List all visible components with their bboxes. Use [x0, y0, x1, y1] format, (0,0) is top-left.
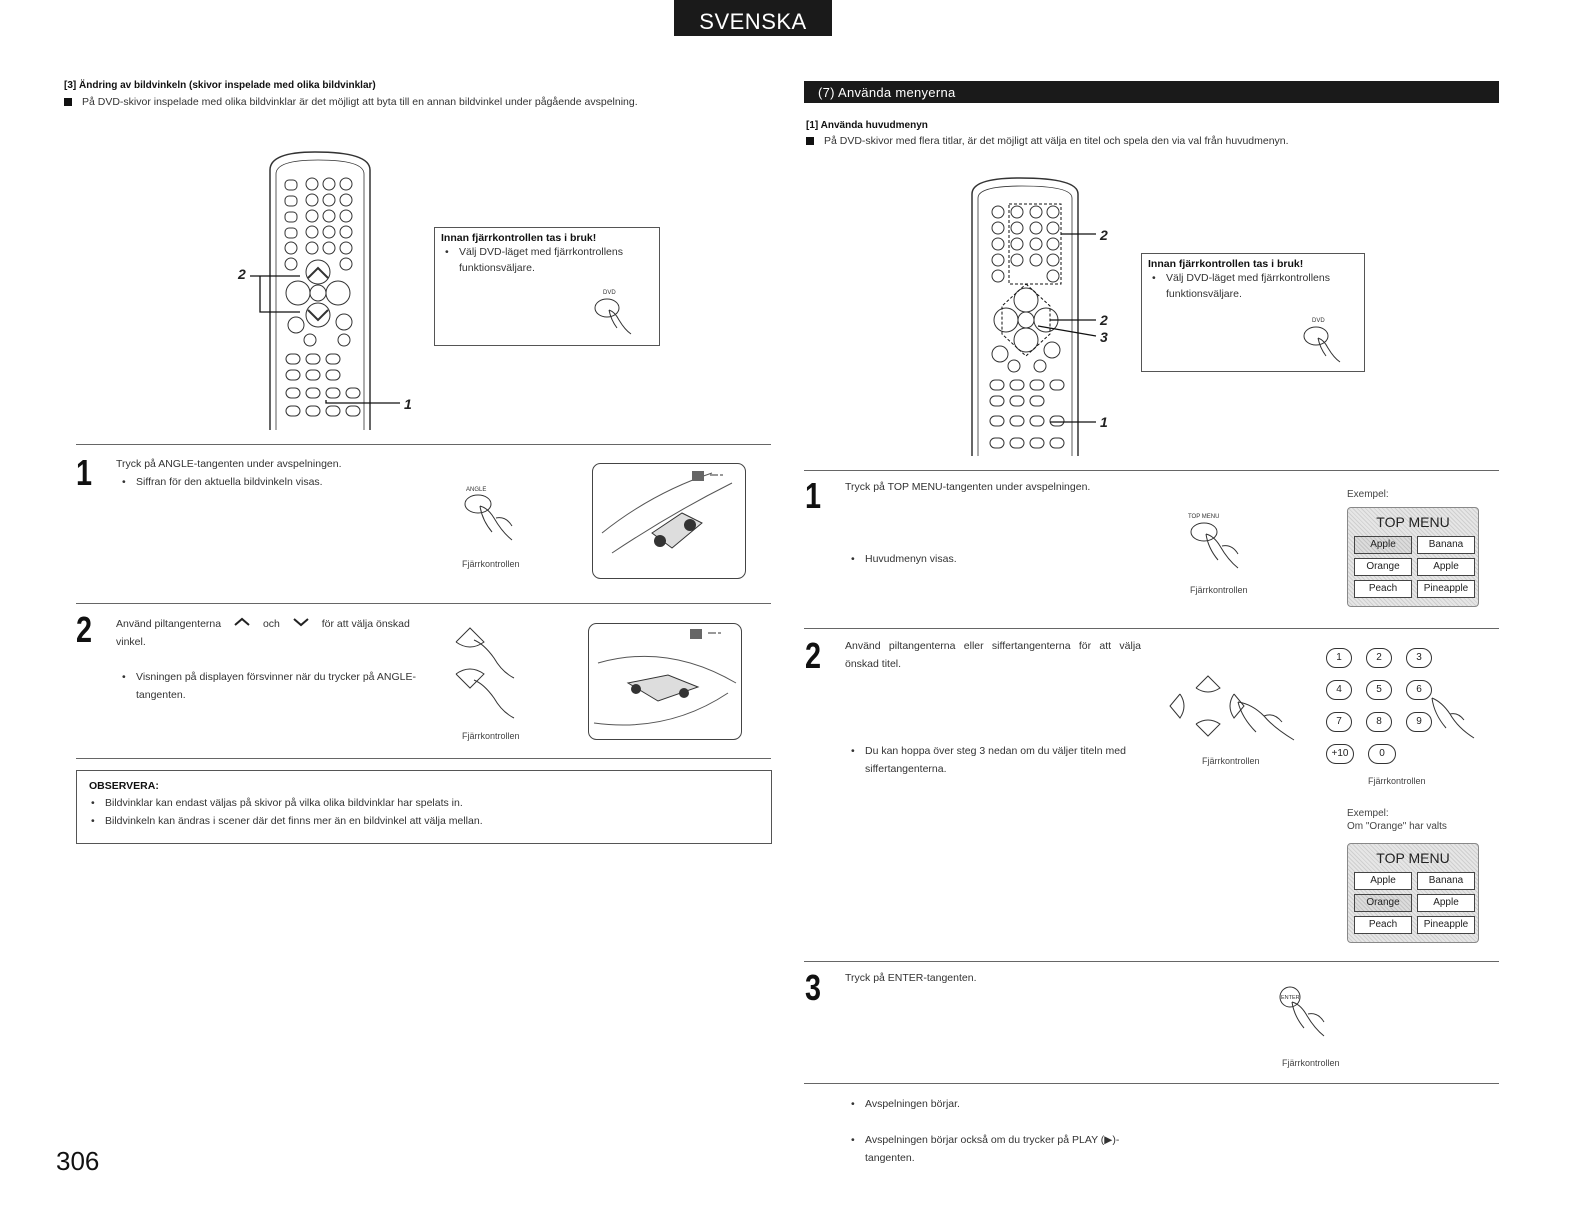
callout-2-mid: 2: [1100, 312, 1108, 328]
square-bullet-icon: [64, 98, 72, 106]
hand-press-angle-icon: [460, 482, 530, 550]
svg-text:DVD: DVD: [603, 290, 616, 296]
square-bullet-icon: [806, 137, 814, 145]
key-7: 7: [1326, 712, 1352, 732]
hand-press-cursor-icon: [1168, 668, 1298, 752]
left-intro: [64, 93, 638, 111]
step-2-text: [116, 615, 416, 651]
svg-text:DVD: DVD: [1312, 318, 1325, 324]
remote-control-illustration: [960, 176, 1120, 456]
angle-screen-illustration-1: [592, 463, 746, 579]
step-1-text: Tryck på TOP MENU-tangenten under avspelningen.: [845, 481, 1091, 493]
top-menu-example-1: [1347, 507, 1479, 607]
menu-item: Orange: [1354, 894, 1412, 912]
note-title: Innan fjärrkontrollen tas i bruk!: [441, 232, 597, 244]
key-plus10: +10: [1326, 744, 1354, 764]
divider: [804, 470, 1499, 471]
menu-item: Banana: [1417, 536, 1475, 554]
page-number: 306: [56, 1146, 100, 1176]
section-banner: (7) Använda menyerna: [804, 81, 1499, 103]
step-2-text-c: för att välja önskad vinkel.: [116, 618, 410, 648]
divider: [804, 1083, 1499, 1084]
hand-press-enter-icon: [1276, 986, 1346, 1054]
step-1-bullet: • Siffran för den aktuella bildvinkeln visas.: [120, 473, 1574, 491]
caption-remote: Fjärrkontrollen: [1368, 776, 1426, 786]
example-note: Om "Orange" har valts: [1347, 821, 1447, 832]
divider: [804, 628, 1499, 629]
menu-item: Apple: [1354, 536, 1412, 554]
menu-item: Pineapple: [1417, 916, 1475, 934]
right-intro-text: På DVD-skivor med flera titlar, är det möjligt att välja en titel och spela den via val från huvudmenyn.: [824, 135, 1289, 147]
svg-text:ANGLE: ANGLE: [466, 487, 487, 493]
arrow-up-icon: [232, 617, 252, 627]
caption-remote: Fjärrkontrollen: [1282, 1058, 1340, 1068]
note-title: Innan fjärrkontrollen tas i bruk!: [1148, 258, 1304, 270]
observe-item: • Bildvinklar kan endast väljas på skivor på vilka olika bildvinklar har spelats in.: [89, 794, 771, 812]
step-3-text: Tryck på ENTER-tangenten.: [845, 972, 977, 984]
step-2-number: 2: [76, 609, 93, 650]
step-2-bullet: • Du kan hoppa över steg 3 nedan om du väljer titeln med siffertangenterna.: [849, 742, 1157, 778]
step-2-text: Använd piltangenterna eller siffertangenterna för att välja önskad titel.: [845, 640, 1141, 670]
step-2-number: 2: [805, 635, 822, 676]
menu-item: Peach: [1354, 580, 1412, 598]
key-0: 0: [1368, 744, 1396, 764]
callout-1-right: 1: [1100, 414, 1108, 430]
menu-item: Banana: [1417, 872, 1475, 890]
menu-item: Peach: [1354, 916, 1412, 934]
callout-3: 3: [1100, 329, 1108, 345]
caption-remote: Fjärrkontrollen: [1202, 756, 1260, 766]
key-2: 2: [1366, 648, 1392, 668]
step-2-text-a: Använd piltangenterna: [116, 618, 222, 630]
menu-title: TOP MENU: [1376, 850, 1450, 866]
svg-text:ENTER: ENTER: [1281, 995, 1300, 1001]
key-5: 5: [1366, 680, 1392, 700]
left-intro-text: På DVD-skivor inspelade med olika bildvinklar är det möjligt att byta till en annan bildvinkel under pågående avspelning.: [82, 96, 638, 108]
callout-2-top: 2: [1100, 227, 1108, 243]
remote-note-box: [1141, 253, 1365, 372]
divider: [76, 758, 771, 759]
remote-control-illustration: [230, 150, 420, 432]
example-label: Exempel:: [1347, 808, 1389, 819]
observe-title: OBSERVERA:: [89, 780, 159, 792]
hand-press-arrows-icon: [452, 622, 532, 726]
step-3-bullet: • Avspelningen börjar också om du trycker på PLAY (▶)-tangenten.: [849, 1131, 1157, 1167]
menu-title: TOP MENU: [1376, 514, 1450, 530]
key-3: 3: [1406, 648, 1432, 668]
caption-remote: Fjärrkontrollen: [462, 559, 520, 569]
language-tab: SVENSKA: [674, 0, 832, 36]
observe-box: [76, 770, 772, 844]
note-item: • Välj DVD-läget med fjärrkontrollens funktionsväljare.: [443, 244, 639, 276]
menu-item: Apple: [1354, 872, 1412, 890]
key-9: 9: [1406, 712, 1432, 732]
caption-remote: Fjärrkontrollen: [1190, 585, 1248, 595]
divider: [76, 444, 771, 445]
hand-press-topmenu-icon: [1186, 510, 1260, 580]
step-2-bullet: • Visningen på displayen försvinner när du trycker på ANGLE-tangenten.: [120, 668, 428, 704]
divider: [804, 961, 1499, 962]
key-8: 8: [1366, 712, 1392, 732]
hand-press-dvd-icon: [591, 286, 641, 338]
right-intro: [806, 132, 1289, 150]
menu-item: Pineapple: [1417, 580, 1475, 598]
key-6: 6: [1406, 680, 1432, 700]
step-3-bullet: • Avspelningen börjar.: [849, 1095, 1574, 1113]
number-keypad: [1326, 648, 1432, 764]
remote-note-box: [434, 227, 660, 346]
key-1: 1: [1326, 648, 1352, 668]
step-2-text-b: och: [262, 618, 280, 630]
example-label: Exempel:: [1347, 489, 1389, 500]
arrow-down-icon: [291, 617, 311, 627]
caption-remote: Fjärrkontrollen: [462, 731, 520, 741]
hand-press-keypad-icon: [1428, 692, 1478, 752]
menu-item: Apple: [1417, 894, 1475, 912]
right-section-title: [1] Använda huvudmenyn: [806, 120, 928, 131]
menu-item: Orange: [1354, 558, 1412, 576]
step-1-number: 1: [76, 452, 93, 493]
callout-2-left: 2: [238, 266, 246, 282]
key-4: 4: [1326, 680, 1352, 700]
step-1-text: Tryck på ANGLE-tangenten under avspelningen.: [116, 458, 342, 470]
left-section-title: [3] Ändring av bildvinkeln (skivor inspelade med olika bildvinklar): [64, 80, 376, 91]
note-item: • Välj DVD-läget med fjärrkontrollens funktionsväljare.: [1150, 270, 1346, 302]
angle-screen-illustration-2: [588, 623, 742, 740]
step-3-number: 3: [805, 967, 822, 1008]
menu-item: Apple: [1417, 558, 1475, 576]
hand-press-dvd-icon: [1300, 314, 1350, 366]
step-1-number: 1: [805, 475, 822, 516]
callout-1-left: 1: [404, 396, 412, 412]
observe-item: • Bildvinkeln kan ändras i scener där det finns mer än en bildvinkel att välja mellan.: [89, 812, 771, 830]
divider: [76, 603, 771, 604]
svg-text:TOP MENU: TOP MENU: [1188, 514, 1220, 520]
step-1-bullet: • Huvudmenyn visas.: [849, 550, 1574, 568]
top-menu-example-2: [1347, 843, 1479, 943]
